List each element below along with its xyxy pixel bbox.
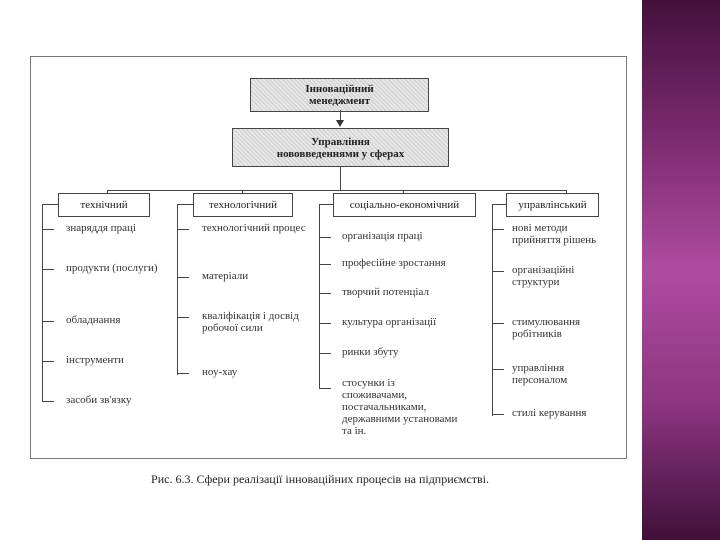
branch-tick bbox=[319, 323, 331, 324]
list-item: інструменти bbox=[66, 354, 124, 366]
bracket bbox=[492, 204, 493, 416]
category-technical bbox=[58, 193, 150, 217]
innovation-management-box bbox=[250, 78, 429, 112]
connector bbox=[177, 204, 193, 205]
branch-tick bbox=[42, 229, 54, 230]
connector bbox=[340, 166, 341, 190]
branch-tick bbox=[319, 237, 331, 238]
category-socio-economic bbox=[333, 193, 476, 217]
box-line: нововведеннями у сферах bbox=[276, 147, 405, 160]
branch-tick bbox=[177, 317, 189, 318]
figure-caption: Рис. 6.3. Сфери реалізації інноваційних процесів на підприємстві. bbox=[151, 472, 489, 486]
box-line: Інноваційний bbox=[305, 83, 374, 95]
branch-tick bbox=[177, 277, 189, 278]
list-item: стилі керування bbox=[512, 407, 587, 419]
branch-tick bbox=[492, 369, 504, 370]
branch-tick bbox=[177, 229, 189, 230]
branch-tick bbox=[177, 373, 189, 374]
branch-tick bbox=[492, 414, 504, 415]
list-item: організаційні структури bbox=[512, 264, 575, 288]
innovation-spheres-box bbox=[232, 128, 449, 167]
list-item: технологічний процес bbox=[202, 222, 306, 234]
list-item: організація праці bbox=[342, 230, 423, 242]
connector bbox=[42, 204, 58, 205]
list-item: продукти (послуги) bbox=[66, 262, 158, 274]
connector bbox=[107, 190, 567, 191]
category-managerial bbox=[506, 193, 599, 217]
arrow-down-icon bbox=[336, 120, 344, 127]
branch-tick bbox=[42, 269, 54, 270]
branch-tick bbox=[492, 271, 504, 272]
connector bbox=[319, 204, 333, 205]
category-label: технічний bbox=[80, 199, 128, 211]
branch-tick bbox=[42, 321, 54, 322]
list-item: управління персоналом bbox=[512, 362, 568, 386]
category-technological bbox=[193, 193, 293, 217]
branch-tick bbox=[42, 401, 54, 402]
list-item: кваліфікація і досвід робочої сили bbox=[202, 310, 299, 334]
branch-tick bbox=[319, 293, 331, 294]
list-item: творчий потенціал bbox=[342, 286, 429, 298]
list-item: засоби зв'язку bbox=[66, 394, 132, 406]
branch-tick bbox=[42, 361, 54, 362]
box-line: менеджмент bbox=[308, 95, 371, 107]
list-item: стосунки із споживачами, постачальниками, державними установами та ін. bbox=[342, 377, 458, 437]
category-label: соціально-економічний bbox=[349, 199, 460, 211]
category-label: управлінський bbox=[518, 199, 587, 211]
list-item: нові методи прийняття рішень bbox=[512, 222, 597, 246]
branch-tick bbox=[319, 264, 331, 265]
list-item: стимулювання робітників bbox=[512, 316, 581, 340]
list-item: культура організації bbox=[342, 316, 437, 328]
list-item: знаряддя праці bbox=[66, 222, 136, 234]
bracket bbox=[319, 204, 320, 389]
connector bbox=[492, 204, 506, 205]
list-item: професійне зростання bbox=[342, 257, 446, 269]
branch-tick bbox=[319, 388, 331, 389]
bracket bbox=[42, 204, 43, 402]
list-item: обладнання bbox=[66, 314, 121, 326]
decorative-sidebar bbox=[642, 0, 720, 540]
category-label: технологічний bbox=[208, 199, 278, 211]
branch-tick bbox=[492, 323, 504, 324]
list-item: ринки збуту bbox=[342, 346, 399, 358]
list-item: ноу-хау bbox=[202, 366, 238, 378]
list-item: матеріали bbox=[202, 270, 249, 282]
box-line: Управління bbox=[311, 135, 370, 148]
branch-tick bbox=[319, 353, 331, 354]
branch-tick bbox=[492, 229, 504, 230]
